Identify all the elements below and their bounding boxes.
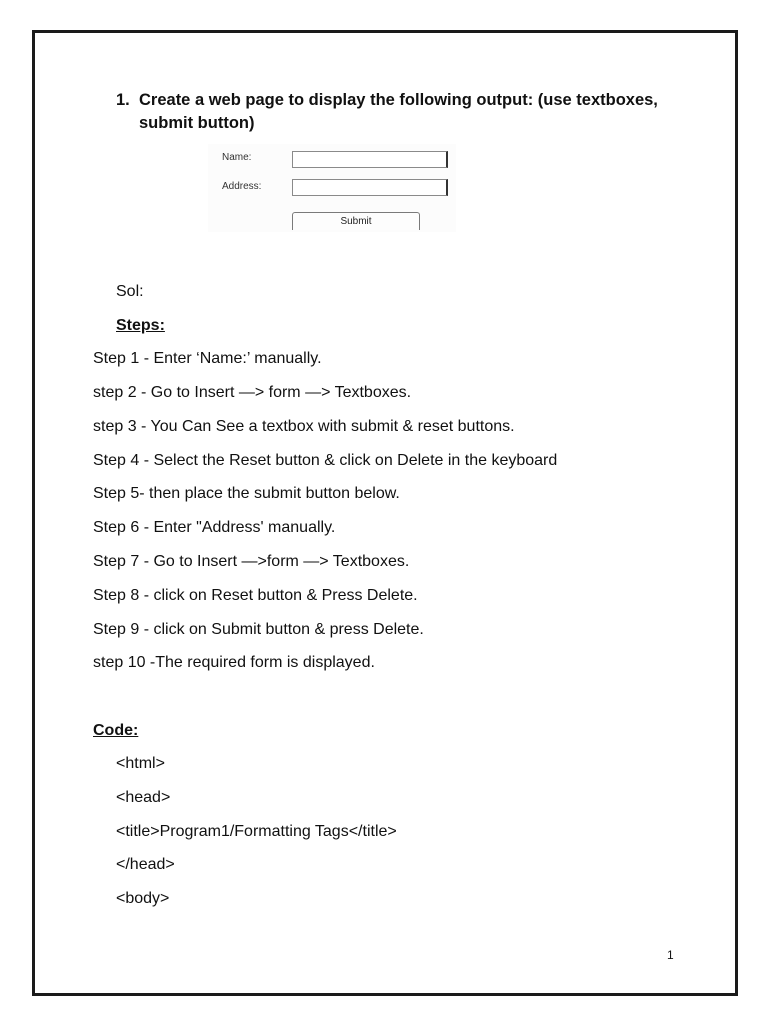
question-number: 1. <box>116 91 130 109</box>
page-number: 1 <box>667 948 674 962</box>
form-name-label: Name: <box>222 152 252 163</box>
code-heading: Code: <box>93 722 139 739</box>
form-address-label: Address: <box>222 181 262 192</box>
code-line: <title>Program1/Formatting Tags</title> <box>116 823 397 840</box>
step-item: step 2 - Go to Insert —> form —> Textboxes. <box>93 384 412 401</box>
form-submit-button: Submit <box>292 212 420 230</box>
form-name-textbox <box>292 151 448 168</box>
step-item: Step 4 - Select the Reset button & click on Delete in the keyboard <box>93 452 558 469</box>
solution-label: Sol: <box>116 283 144 300</box>
step-item: Step 6 - Enter "Address' manually. <box>93 519 336 536</box>
step-item: Step 7 - Go to Insert —>form —> Textboxes. <box>93 553 410 570</box>
code-line: <body> <box>116 890 170 907</box>
step-item: Step 9 - click on Submit button & press Delete. <box>93 621 424 638</box>
steps-heading: Steps: <box>116 317 165 334</box>
step-item: Step 5- then place the submit button below. <box>93 485 400 502</box>
form-address-textbox <box>292 179 448 196</box>
code-line: </head> <box>116 856 175 873</box>
step-item: Step 8 - click on Reset button & Press Delete. <box>93 587 418 604</box>
code-line: <head> <box>116 789 171 806</box>
form-example-image <box>208 144 456 232</box>
question-text: Create a web page to display the following output: (use textboxes, submit button) <box>139 91 658 132</box>
step-item: step 3 - You Can See a textbox with submit & reset buttons. <box>93 418 515 435</box>
step-item: Step 1 - Enter ‘Name:’ manually. <box>93 350 322 367</box>
step-item: step 10 -The required form is displayed. <box>93 654 375 671</box>
code-line: <html> <box>116 755 165 772</box>
